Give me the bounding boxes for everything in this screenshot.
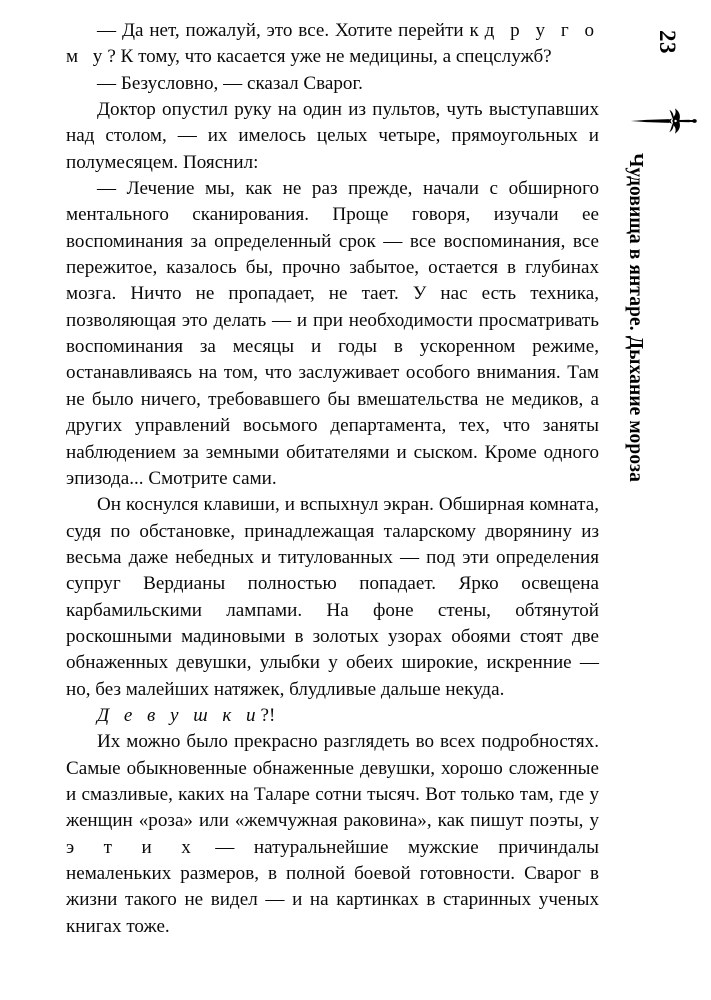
- body-paragraph: [66, 97, 599, 176]
- letterspaced-emphasis: д р у г о м у: [66, 20, 599, 68]
- text-run: ? К тому, что касается уже не медицины, а спецслужб?: [107, 46, 552, 68]
- page-number: 23: [655, 30, 680, 54]
- running-head: Чудовища в янтаре. Дыхание мороза: [625, 153, 646, 482]
- text-run: — Безусловно, — сказал Сварог.: [97, 72, 363, 94]
- letterspaced-italic-emphasis: Д е в у ш к и: [97, 704, 261, 726]
- dagger-ornament-icon: [628, 107, 698, 135]
- text-run: Доктор опустил руку на один из пультов, чуть выступавших над столом, — их имелось целых четыре, прямоугольных и полумесяцем. Пояснил:: [66, 99, 599, 173]
- text-run: — Лечение мы, как не раз прежде, начали с обширного ментального сканирования. Проще говоря, изучали ее воспоминания за определенный срок — все воспоминания, все пережитое, казалось бы, прочно забытое, остается в глубинах мозга. Ничто не пропадает, не тает. У нас есть техника, позволяющая это делать — и при необходимости просматривать воспоминания за месяцы и годы в ускоренном режиме, останавливаясь на том, что заслуживает особого внимания. Там не было ничего, требовавшего бы вмешательства не медиков, а других управлений восьмого департамента, тех, что заняты наблюдением за земными обитателями и сыском. Кроме одного эпизода... Смотрите сами.: [66, 178, 599, 489]
- letterspaced-emphasis: э т и х: [66, 836, 196, 858]
- text-run: — натуральнейшие мужские причиндалы немаленьких размеров, в полной боевой готовности. Сварог в жизни такого не видел — и на картинках в старинных ученых книгах тоже.: [66, 836, 599, 937]
- body-paragraph: [66, 729, 599, 940]
- text-run: — Да нет, пожалуй, это все. Хотите перейти к: [97, 20, 485, 41]
- page-margin-rail: [599, 0, 711, 1000]
- text-run: Их можно было прекрасно разглядеть во всех подробностях. Самые обыкновенные обнаженные девушки, хорошо сложенные и смазливые, каких на Таларе сотни тысяч. Вот только там, где у женщин «роза» или «жемчужная раковина», как пишут поэты, у: [66, 731, 599, 832]
- body-paragraph: [66, 71, 599, 97]
- body-text-column: [66, 18, 599, 940]
- text-run: ?!: [260, 704, 276, 726]
- body-paragraph: [66, 703, 599, 729]
- text-run: Он коснулся клавиши, и вспыхнул экран. Обширная комната, судя по обстановке, принадлежащая таларскому дворянину из весьма даже небедных и титулованных — под эти определения супруг Вердианы полностью попадает. Ярко освещена карбамильскими лампами. На фоне стены, обтянутой роскошными мадиновыми в золотых узорах обоями стоят две обнаженных девушки, улыбки у обеих широкие, искренние — но, без малейших натяжек, блудливые дальше некуда.: [66, 494, 599, 700]
- body-paragraph: [66, 18, 599, 71]
- body-paragraph: [66, 176, 599, 492]
- body-paragraph: [66, 492, 599, 703]
